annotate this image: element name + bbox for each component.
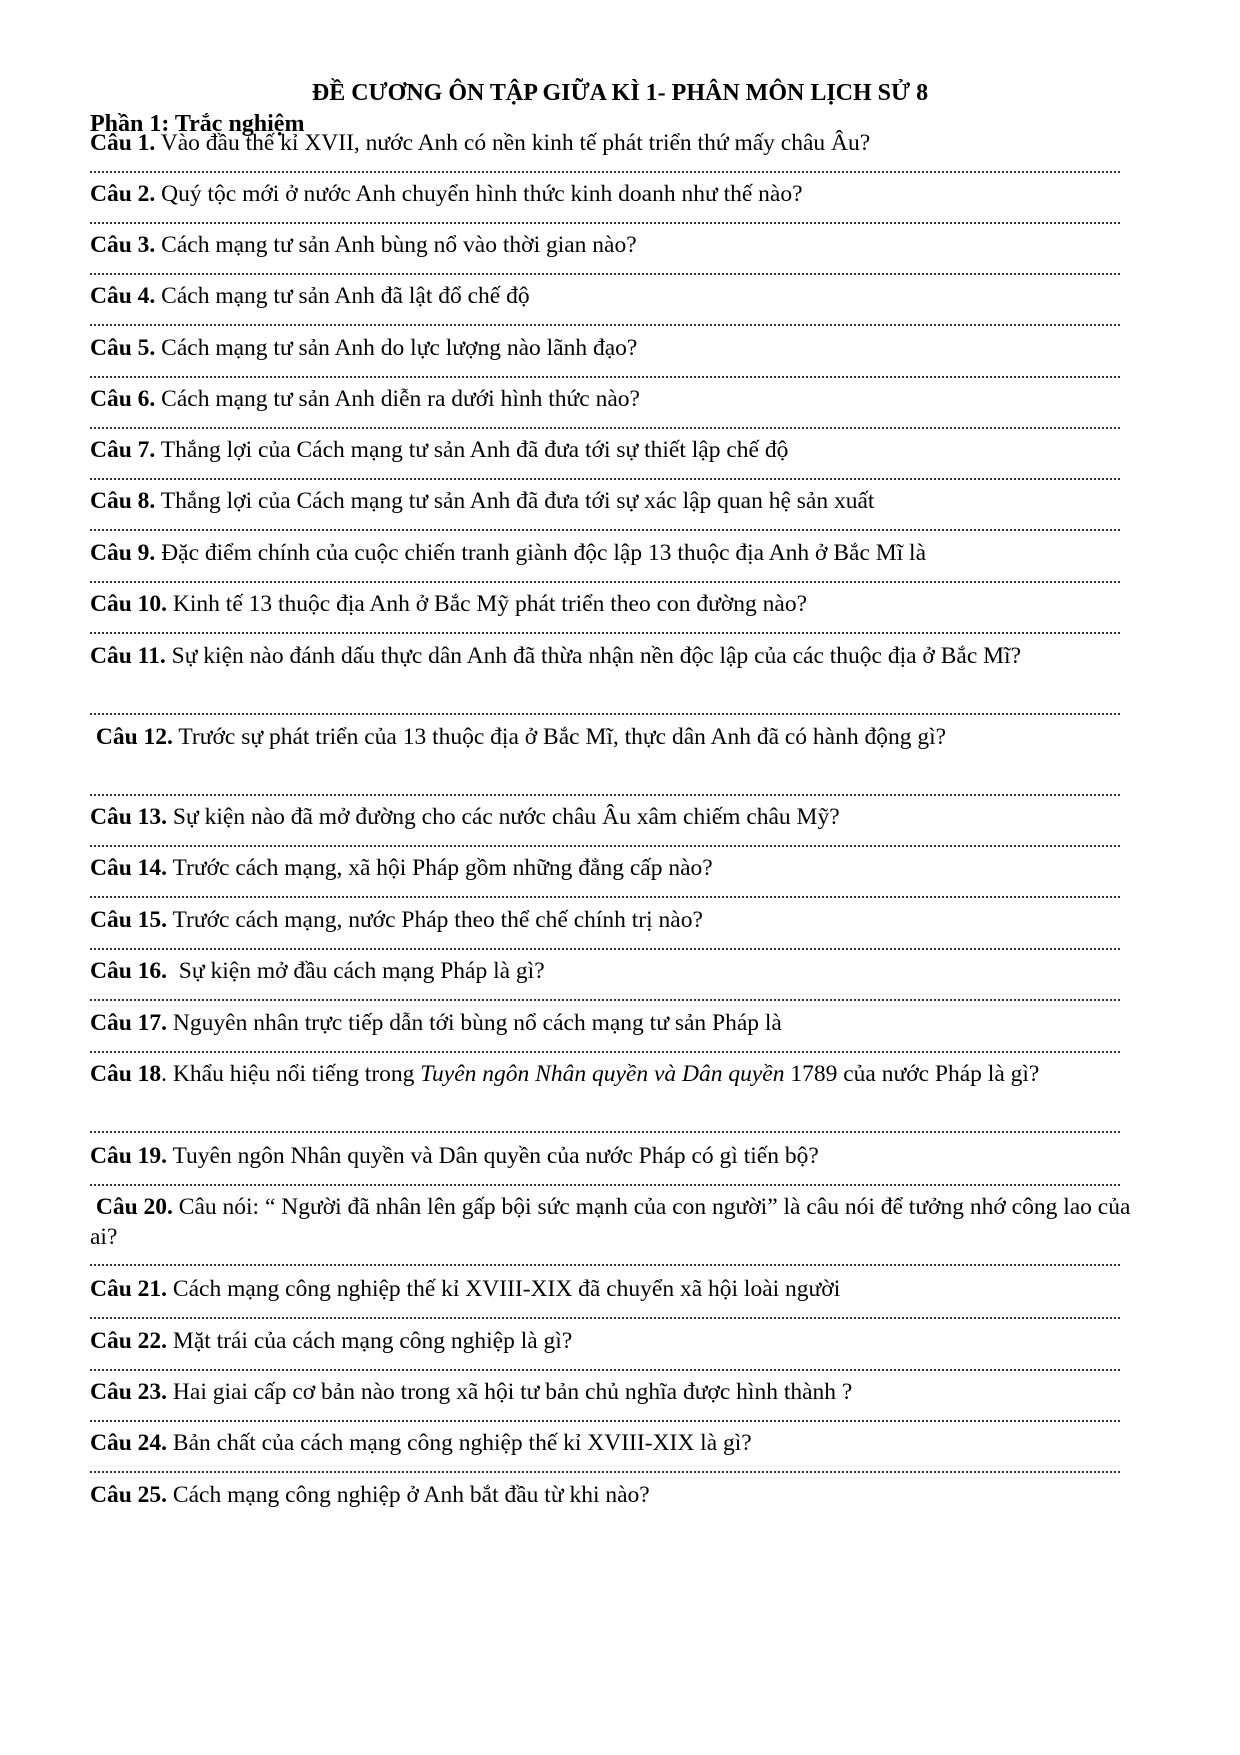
question-16 xyxy=(90,956,1150,986)
question-text: Cách mạng công nghiệp thế kỉ XVIII-XIX đã chuyển xã hội loài người xyxy=(167,1276,841,1302)
question-text: Tuyên ngôn Nhân quyền và Dân quyền của nước Pháp có gì tiến bộ? xyxy=(167,1143,819,1169)
question-text: Mặt trái của cách mạng công nghiệp là gì? xyxy=(167,1328,573,1354)
question-number: Câu 10. xyxy=(90,591,168,617)
question-24 xyxy=(90,1428,1150,1458)
question-text: 1789 của nước Pháp là gì? xyxy=(784,1061,1040,1087)
question-12 xyxy=(90,722,1150,752)
question-text: Trước cách mạng, nước Pháp theo thể chế chính trị nào? xyxy=(167,907,703,933)
question-number: Câu 12. xyxy=(95,724,173,750)
question-text: Cách mạng tư sản Anh diễn ra dưới hình thức nào? xyxy=(155,386,640,412)
question-number: Câu 21. xyxy=(90,1276,168,1302)
answer-line xyxy=(90,529,1120,531)
question-text: Thắng lợi của Cách mạng tư sản Anh đã đưa tới sự thiết lập chế độ xyxy=(155,437,789,463)
answer-line xyxy=(90,273,1120,275)
question-5 xyxy=(90,333,1150,363)
question-text: Cách mạng công nghiệp ở Anh bắt đầu từ khi nào? xyxy=(167,1482,650,1508)
question-text: Hai giai cấp cơ bản nào trong xã hội tư bản chủ nghĩa được hình thành ? xyxy=(167,1379,853,1405)
question-20 xyxy=(90,1192,1150,1252)
answer-line xyxy=(90,713,1120,715)
answer-line xyxy=(90,948,1120,950)
question-text: Trước cách mạng, xã hội Pháp gồm những đẳng cấp nào? xyxy=(167,855,713,881)
question-15 xyxy=(90,905,1150,935)
answer-line xyxy=(90,427,1120,429)
answer-line xyxy=(90,478,1120,480)
question-text: Sự kiện mở đầu cách mạng Pháp là gì? xyxy=(167,958,545,984)
question-number: Câu 15. xyxy=(90,907,168,933)
document-title: ĐỀ CƯƠNG ÔN TẬP GIỮA KÌ 1- PHÂN MÔN LỊCH SỬ 8 xyxy=(311,80,929,106)
question-1 xyxy=(90,128,1150,158)
question-text: Sự kiện nào đánh dấu thực dân Anh đã thừa nhận nền độc lập của các thuộc địa ở Bắc Mĩ? xyxy=(165,643,1021,669)
question-6 xyxy=(90,384,1150,414)
section-heading: Phần 1: Trắc nghiệm xyxy=(90,111,305,137)
question-number: Câu 20. xyxy=(95,1194,173,1220)
question-text: Cách mạng tư sản Anh bùng nổ vào thời gian nào? xyxy=(155,232,637,258)
question-3 xyxy=(90,230,1150,260)
question-number: Câu 3. xyxy=(90,232,156,258)
question-text: Sự kiện nào đã mở đường cho các nước châu Âu xâm chiếm châu Mỹ? xyxy=(167,804,840,830)
answer-line xyxy=(90,845,1120,847)
question-number: Câu 24. xyxy=(90,1430,168,1456)
question-19 xyxy=(90,1141,1150,1171)
answer-line xyxy=(90,1131,1120,1133)
question-number: Câu 7. xyxy=(90,437,156,463)
question-number: Câu 13. xyxy=(90,804,168,830)
answer-line xyxy=(90,896,1120,898)
answer-line xyxy=(90,1264,1120,1266)
question-number: Câu 6. xyxy=(90,386,156,412)
question-14 xyxy=(90,853,1150,883)
question-text: . Khẩu hiệu nổi tiếng trong xyxy=(161,1061,421,1087)
question-text: Quý tộc mới ở nước Anh chuyển hình thức kinh doanh như thế nào? xyxy=(155,181,803,207)
question-number: Câu 2. xyxy=(90,181,156,207)
answer-line xyxy=(90,376,1120,378)
question-23 xyxy=(90,1377,1150,1407)
answer-line xyxy=(90,1471,1120,1473)
question-21 xyxy=(90,1274,1150,1304)
answer-line xyxy=(90,1317,1120,1319)
question-25 xyxy=(90,1480,1150,1510)
question-number: Câu 17. xyxy=(90,1010,168,1036)
question-text: Kinh tế 13 thuộc địa Anh ở Bắc Mỹ phát triển theo con đường nào? xyxy=(167,591,808,617)
answer-line xyxy=(90,794,1120,796)
question-text: Câu nói: “ Người đã nhân lên gấp bội sức mạnh của con người” là câu nói để tưởng nhớ công lao của ai? xyxy=(90,1194,1131,1250)
question-number: Câu 23. xyxy=(90,1379,168,1405)
question-18 xyxy=(90,1059,1150,1089)
question-4 xyxy=(90,281,1150,311)
question-text: Đặc điểm chính của cuộc chiến tranh giành độc lập 13 thuộc địa Anh ở Bắc Mĩ là xyxy=(155,540,927,566)
question-text: Vào đầu thế kỉ XVII, nước Anh có nền kinh tế phát triển thứ mấy châu Âu? xyxy=(155,130,871,156)
answer-line xyxy=(90,581,1120,583)
question-number: Câu 22. xyxy=(90,1328,168,1354)
question-number: Câu 16. xyxy=(90,958,168,984)
question-10 xyxy=(90,589,1150,619)
question-number: Câu 9. xyxy=(90,540,156,566)
answer-line xyxy=(90,1051,1120,1053)
question-number: Câu 1. xyxy=(90,130,156,156)
question-number: Câu 8. xyxy=(90,488,156,514)
question-text: Nguyên nhân trực tiếp dẫn tới bùng nổ cách mạng tư sản Pháp là xyxy=(167,1010,782,1036)
question-number: Câu 14. xyxy=(90,855,168,881)
document-title-italic: Tuyên ngôn Nhân quyền và Dân quyền xyxy=(420,1061,785,1087)
question-2 xyxy=(90,179,1150,209)
question-text: Cách mạng tư sản Anh đã lật đổ chế độ xyxy=(155,283,530,309)
answer-line xyxy=(90,1184,1120,1186)
question-number: Câu 5. xyxy=(90,335,156,361)
answer-line xyxy=(90,324,1120,326)
question-9 xyxy=(90,538,1150,568)
question-17 xyxy=(90,1008,1150,1038)
question-text: Bản chất của cách mạng công nghiệp thế kỉ XVIII-XIX là gì? xyxy=(167,1430,752,1456)
answer-line xyxy=(90,1369,1120,1371)
question-7 xyxy=(90,435,1150,465)
answer-line xyxy=(90,171,1120,173)
question-13 xyxy=(90,802,1150,832)
answer-line xyxy=(90,632,1120,634)
question-text: Cách mạng tư sản Anh do lực lượng nào lãnh đạo? xyxy=(155,335,638,361)
answer-line xyxy=(90,222,1120,224)
question-text: Thắng lợi của Cách mạng tư sản Anh đã đưa tới sự xác lập quan hệ sản xuất xyxy=(155,488,875,514)
question-8 xyxy=(90,486,1150,516)
question-number: Câu 18 xyxy=(90,1061,162,1087)
question-number: Câu 19. xyxy=(90,1143,168,1169)
question-22 xyxy=(90,1326,1150,1356)
question-11 xyxy=(90,641,1150,671)
answer-line xyxy=(90,1420,1120,1422)
answer-line xyxy=(90,999,1120,1001)
question-number: Câu 25. xyxy=(90,1482,168,1508)
question-number: Câu 4. xyxy=(90,283,156,309)
question-number: Câu 11. xyxy=(90,643,166,669)
question-text: Trước sự phát triển của 13 thuộc địa ở Bắc Mĩ, thực dân Anh đã có hành động gì? xyxy=(172,724,947,750)
